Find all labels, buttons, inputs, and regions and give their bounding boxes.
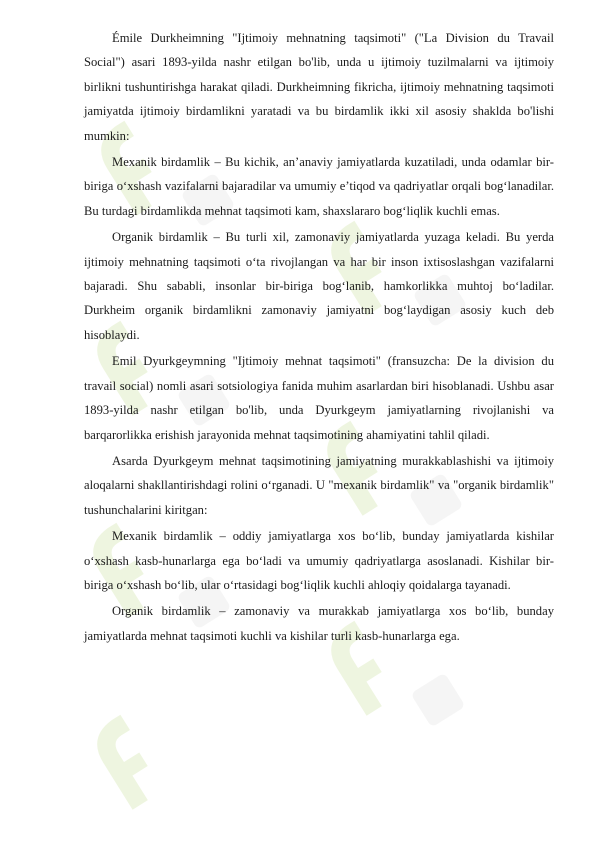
paragraph: Asarda Dyurkgeym mehnat taqsimotining jamiyatning murakkablashishi va ijtimoiy aloqalarni shakllantirishdagi rolini o‘rganadi. U "mexanik birdamlik" va "organik birdamlik" tushunchalarini kiritgan: [84, 453, 554, 517]
paragraph: Organik birdamlik – zamonaviy va murakkab jamiyatlarga xos bo‘lib, bunday jamiyatlarda mehnat taqsimoti kuchli va kishilar turli kasb-hunarlarga ega. [84, 604, 554, 643]
watermark-mark-icon [388, 643, 488, 757]
watermark-logo-icon [74, 705, 174, 819]
paragraph: Organik birdamlik – Bu turli xil, zamonaviy jamiyatlarda yuzaga keladi. Bu yerda ijtimoiy mehnatning taqsimoti o‘ta rivojlangan va har bir inson ixtisoslashgan vazifalarni bajaradi. Shu sababli, insonlar bir-biriga bog‘lanib, hamkorlikka muhtoj bo‘ladilar. Durkheim organik birdamlikni zamonaviy jamiyatni bog‘laydigan asosiy kuch deb hisoblaydi. [84, 230, 554, 342]
document-body [84, 26, 554, 650]
paragraph: Émile Durkheimning "Ijtimoiy mehnatning taqsimoti" ("La Division du Travail Social") asari 1893-yilda nashr etilgan bo'lib, unda u ijtimoiy tuzilmalarni va ijtimoiy birlikni tushuntirishga harakat qiladi. Durkheimning fikricha, ijtimoiy mehnatning taqsimoti jamiyatda ijtimoiy birdamlikni yaratadi va bu birdamlik ikki xil asosiy shaklda bo'lishi mumkin: [84, 31, 554, 143]
paragraph: Emil Dyurkgeymning "Ijtimoiy mehnat taqsimoti" (fransuzcha: De la division du travail social) nomli asari sotsiologiya fanida muhim asarlardan biri hisoblanadi. Ushbu asar 1893-yilda nashr etilgan bo'lib, unda Dyurkgeym jamiyatlarning rivojlanishi va barqarorlikka erishish jarayonida mehnat taqsimotining ahamiyatini tahlil qiladi. [84, 354, 554, 442]
paragraph: Mexanik birdamlik – oddiy jamiyatlarga xos bo‘lib, bunday jamiyatlarda kishilar o‘xshash kasb-hunarlarga ega bo‘ladi va umumiy qadriyatlarga asoslanadi. Kishilar bir-biriga o‘xshash bo‘lib, ular o‘rtasidagi bog‘liqlik kuchli ahloqiy qoidalarga tayanadi. [84, 529, 554, 592]
paragraph: Mexanik birdamlik – Bu kichik, an’anaviy jamiyatlarda kuzatiladi, unda odamlar bir-biriga o‘xshash vazifalarni bajaradilar va umumiy e’tiqod va qadriyatlar orqali bog‘lanadilar. Bu turdagi birdamlikda mehnat taqsimoti kam, shaxslararo bog‘liqlik kuchli emas. [84, 155, 554, 218]
